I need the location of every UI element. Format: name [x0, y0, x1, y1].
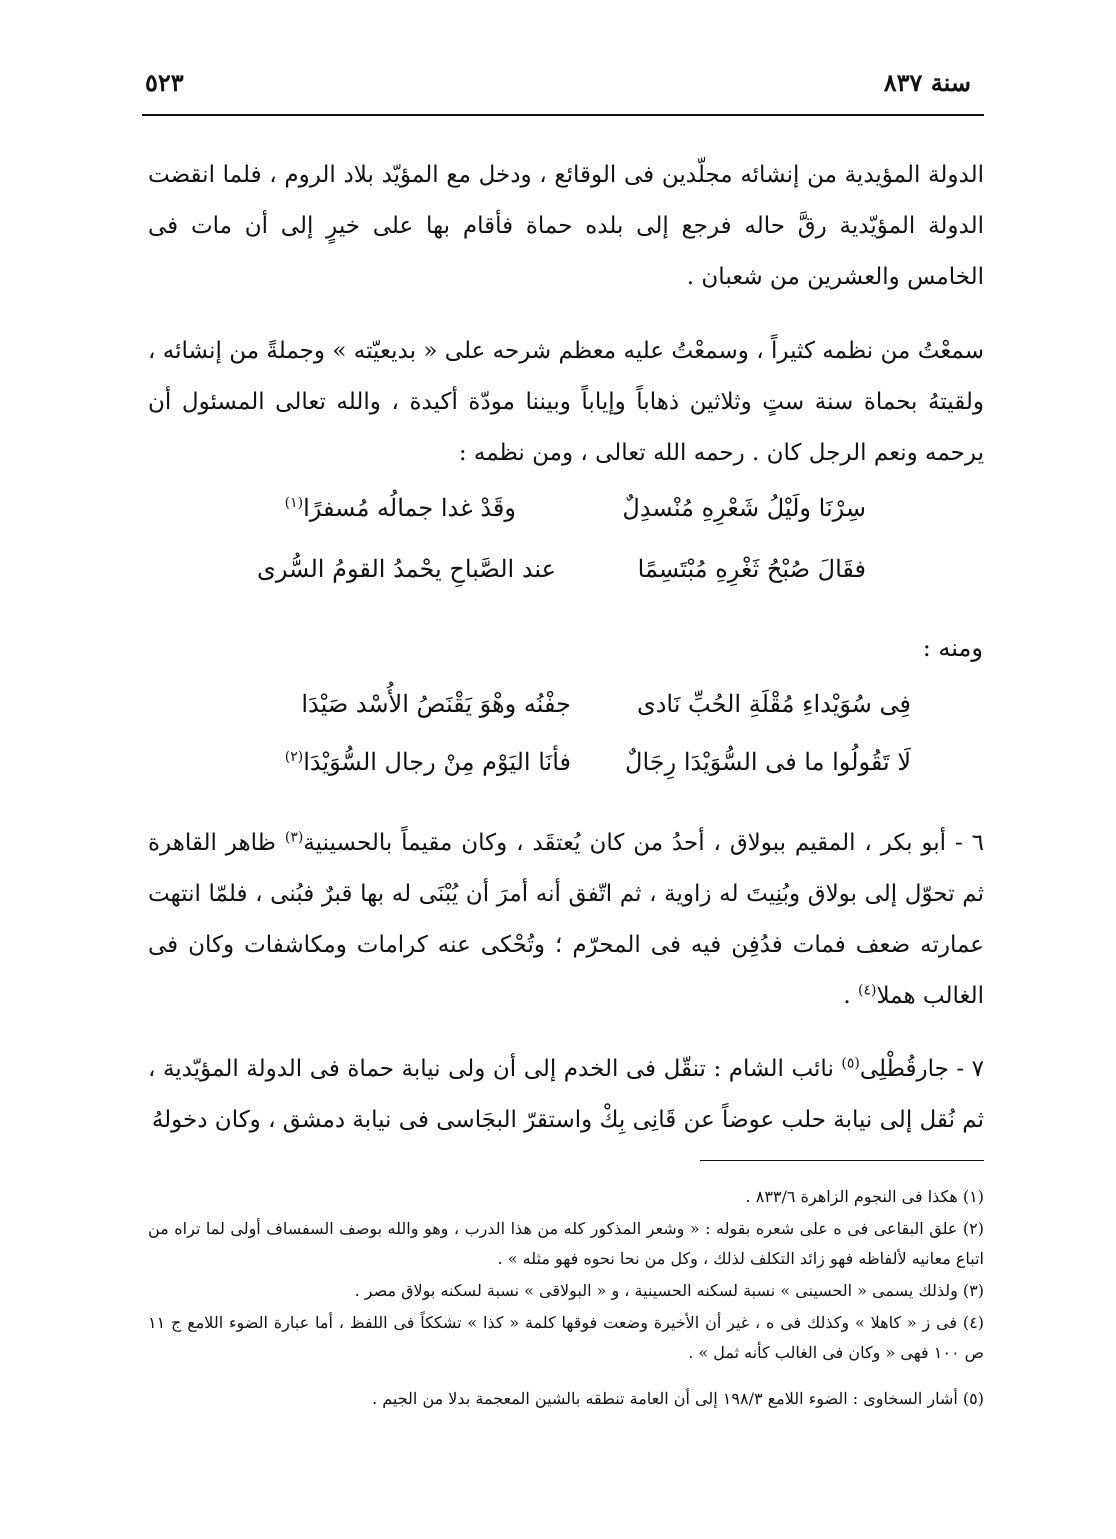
running-header-year: سنة ٨٣٧ [883, 68, 971, 97]
footnote-1: (١) هكذا فى النجوم الزاهرة ٨٣٣/٦ . [745, 1187, 984, 1206]
entry-6-text-a: ٦ - أبو بكر ، المقيم ببولاق ، أحدُ من كان يُعتقَد ، وكان مقيماً بالحسينية [303, 830, 984, 856]
footnote-separator [700, 1160, 984, 1161]
footnote-3: (٣) ولذلك يسمى « الحسينى » نسبة لسكنه الحسينية ، و « البولاقى » نسبة لسكنه بولاق مصر . [354, 1281, 984, 1300]
footnote-ref-3: (٣) [284, 829, 304, 846]
header-rule [142, 114, 984, 116]
footnote-2: (٢) علق البقاعى فى ه على شعره بقوله : « وشعر المذكور كله من هذا الدرب ، وهو والله بوصف السفساف أولى لما تراه من اتباع معانيه لألفاظه فهو زائد التكلف لذلك ، وكل من نحا نحوه فهو مثله » . [148, 1219, 984, 1268]
entry-6-text-c: . [843, 983, 858, 1009]
footnote-ref-5: (٥) [841, 1055, 860, 1072]
footnote-ref-1: (١) [284, 495, 304, 511]
poem1-verse1-hemistich2-text: وقَدْ غدا جمالُه مُسفرًا [303, 494, 516, 522]
entry-7-text-b: نائب الشام : تنقّل فى الخدم إلى أن ولى نيابة حماة فى الدولة المؤيّدية ، ثم نُقل إلى نيابة حلب عوضاً عن قَانِى بِكْ واستقرّ البجَاسى فى نيابة دمشق ، وكان دخولهُ [148, 1056, 984, 1133]
page-number: ٥٢٣ [145, 68, 184, 97]
entry-7-text-a: ٧ - جارقُطْلِى [859, 1056, 985, 1082]
footnote-ref-2: (٢) [284, 749, 304, 765]
entry-7-jarqutli [148, 1044, 984, 1146]
poem2-verse1-hemistich2: جفْنُه وهْوَ يَقْنَصُ الأُسْد صَيْدَا [301, 690, 571, 718]
entry-6-abu-bakr [148, 818, 984, 1022]
footnote-5: (٥) أشار السخاوى : الضوء اللامع ١٩٨/٣ إلى أن العامة تنطقه بالشين المعجمة بدلا من الجيم . [372, 1389, 984, 1408]
poem2-verse2-hemistich2-text: فأنَا اليَوْم مِنْ رجال السُّوَيْدَا [303, 748, 571, 776]
poem1-verse1-hemistich2 [285, 494, 516, 522]
poem2-verse1-hemistich1: فِى سُوَيْداءِ مُقْلَةِ الحُبِّ نَادى [636, 690, 911, 718]
poem2-intro: ومنه : [922, 634, 983, 662]
poem1-verse2-hemistich2: عند الصَّباحِ يحْمدُ القومُ السُّرى [257, 555, 556, 583]
footnote-ref-4: (٤) [857, 982, 877, 999]
paragraph-author-testimony: سمعْتُ من نظمه كثيراً ، وسمعْتُ عليه معظم شرحه على « بديعيّته » وجملةً من إنشائه ، ولقيتهُ بحماة سنة ستٍ وثلاثين ذهاباً وإياباً وبيننا مودّة أكيدة ، والله تعالى المسئول أن يرحمه ونعم الرجل كان . رحمه الله تعالى ، ومن نظمه : [148, 338, 984, 466]
poem2-verse2-hemistich2 [285, 748, 571, 776]
poem1-verse2-hemistich1: فقَالَ صُبْحُ ثَغْرِهِ مُبْتَسِمًا [637, 555, 866, 583]
poem1-verse1-hemistich1: سِرْنَا ولَيْلُ شَعْرِهِ مُنْسدِلٌ [622, 494, 866, 522]
poem2-verse2-hemistich1: لَا تَقُولُوا ما فى السُّوَيْدَا رِجَالٌ [625, 748, 911, 776]
footnote-4: (٤) فى ز « كاهلا » وكذلك فى ه ، غير أن الأخيرة وضعت فوقها كلمة « كذا » تشككاً فى اللفظ ، أما عبارة الضوء اللامع ج ١١ ص ١٠٠ فهى « وكان فى الغالب كأنه ثمل » . [148, 1313, 984, 1362]
paragraph-death-account: الدولة المؤيدية من إنشائه مجلّدين فى الوقائع ، ودخل مع المؤيّد بلاد الروم ، فلما انقضت الدولة المؤيّدية رقَّ حاله فرجع إلى بلده حماة فأقام بها على خيرٍ إلى أن مات فى الخامس والعشرين من شعبان . [148, 162, 984, 290]
entry-6-text-b: ظاهر القاهرة ثم تحوّل إلى بولاق وبُنِيتَ له زاوية ، ثم اتّفق أنه أمرَ أن يُبْنَى له بها قبرٌ فبُنى ، فلمّا انتهت عمارته ضعف فمات فدُفِن فيه فى المحرّم ؛ وتُحْكى عنه كرامات ومكاشفات وكان فى الغالب هملا [148, 830, 984, 1009]
